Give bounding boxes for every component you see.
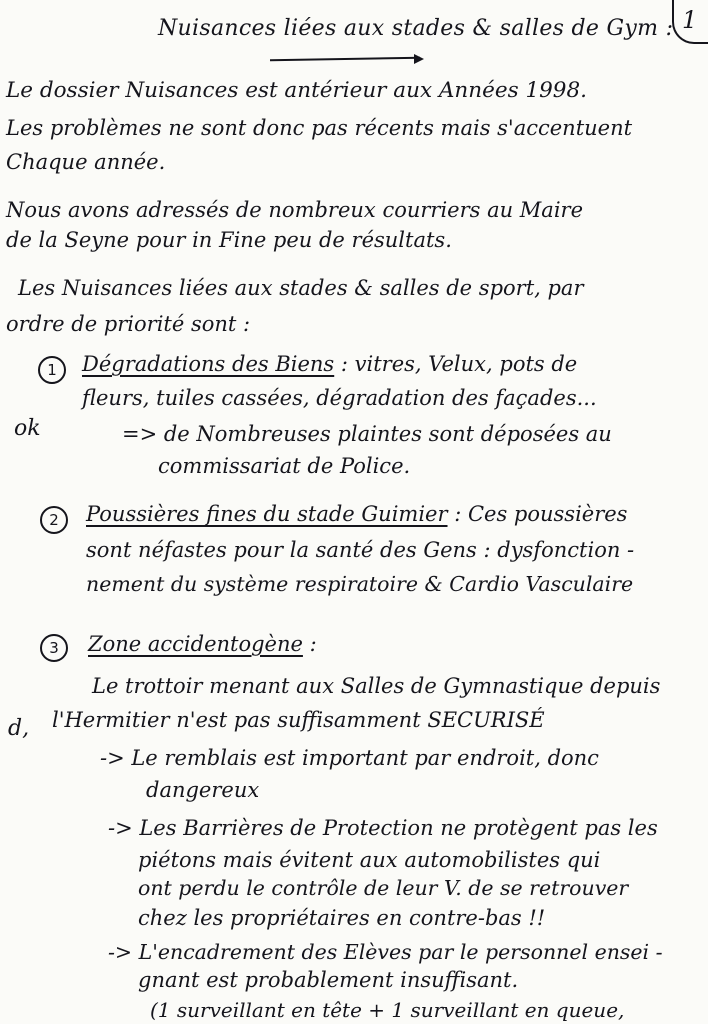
item-3-heading: Zone accidentogène: [88, 632, 303, 656]
item-1-line: fleurs, tuiles cassées, dégradation des façades...: [82, 386, 597, 410]
item-1-line: commissariat de Police.: [158, 454, 411, 478]
item-2-line: nement du système respiratoire & Cardio Vasculaire: [86, 572, 634, 596]
item-3-line: Le trottoir menant aux Salles de Gymnastique depuis: [92, 674, 661, 698]
item-number-2: 2: [40, 506, 68, 534]
item-3-line: -> Le remblais est important par endroit, donc: [100, 746, 599, 770]
item-3-line: -> L'encadrement des Elèves par le personnel ensei -: [108, 940, 663, 964]
item-2-heading-rest: : Ces poussières: [454, 502, 628, 526]
intro-line: Le dossier Nuisances est antérieur aux Années 1998.: [6, 78, 587, 103]
item-3-heading-rest: :: [309, 632, 317, 656]
intro-line: Chaque année.: [6, 150, 166, 174]
item-1-heading-rest: : vitres, Velux, pots de: [340, 352, 578, 376]
item-3-line: gnant est probablement insuffisant.: [138, 968, 519, 992]
item-2-first-line: [86, 504, 627, 525]
item-number-3: 3: [40, 634, 68, 662]
intro-line: de la Seyne pour in Fine peu de résultats.: [6, 228, 452, 252]
item-1-heading: Dégradations des Biens: [82, 352, 335, 376]
intro-line: Les Nuisances liées aux stades & salles de sport, par: [18, 276, 584, 300]
title-underline-arrow: [270, 57, 420, 62]
item-3-line: ont perdu le contrôle de leur V. de se retrouver: [138, 876, 629, 900]
margin-annotation: d,: [8, 716, 30, 741]
item-3-first-line: [88, 634, 317, 655]
item-1-line: => de Nombreuses plaintes sont déposées au: [122, 422, 612, 446]
intro-line: Nous avons adressés de nombreux courriers au Maire: [6, 198, 584, 222]
intro-line: Les problèmes ne sont donc pas récents mais s'accentuent: [6, 116, 633, 140]
item-3-line: l'Hermitier n'est pas suffisamment SECURISÉ: [52, 708, 545, 732]
arrow-right-icon: [414, 54, 424, 64]
margin-annotation-ok: ok: [14, 416, 41, 441]
intro-line: ordre de priorité sont :: [6, 312, 251, 336]
item-3-line: -> Les Barrières de Protection ne protègent pas les: [108, 816, 658, 840]
item-1-first-line: [82, 354, 577, 375]
item-2-heading: Poussières fines du stade Guimier: [86, 502, 448, 526]
page-number: 1: [682, 6, 698, 34]
page-title: Nuisances liées aux stades & salles de Gym :: [158, 16, 674, 41]
item-number-1: 1: [38, 356, 66, 384]
item-3-line: dangereux: [146, 778, 260, 802]
item-3-line: (1 surveillant en tête + 1 surveillant en queue,: [150, 998, 625, 1022]
item-3-line: piétons mais évitent aux automobilistes qui: [138, 848, 601, 872]
item-3-line: chez les propriétaires en contre-bas !!: [138, 906, 546, 930]
item-2-line: sont néfastes pour la santé des Gens : dysfonction -: [86, 538, 635, 562]
